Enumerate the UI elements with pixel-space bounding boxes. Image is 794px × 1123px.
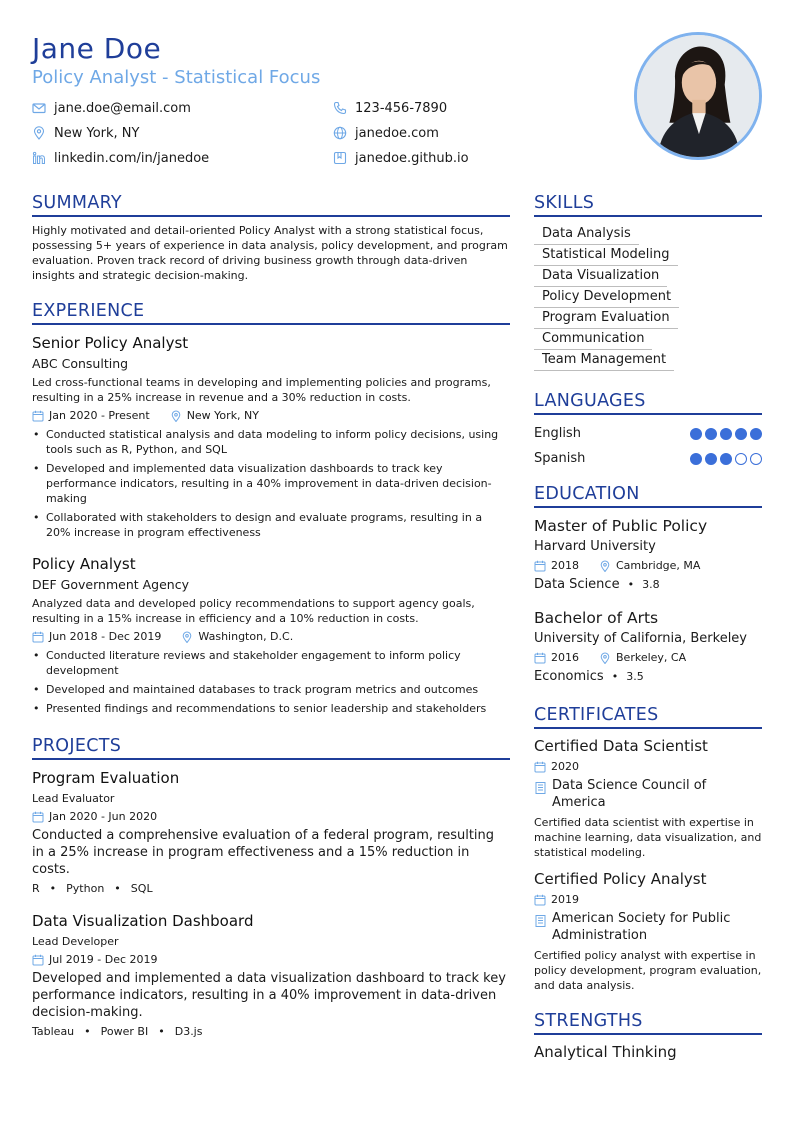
project-description: Conducted a comprehensive evaluation of a federal program, resulting in a 25% increase in program effectiveness and a 15% reduction in costs.: [32, 828, 495, 877]
calendar-icon: [534, 761, 546, 773]
right-column: [534, 193, 762, 1062]
level-dot-filled: [690, 453, 702, 465]
contact-linkedin[interactable]: [32, 148, 209, 168]
project-tag: Python: [66, 882, 105, 895]
degree-name: Master of Public Policy: [534, 517, 708, 535]
level-dot-filled: [690, 428, 702, 440]
experience-heading: EXPERIENCE: [32, 301, 510, 325]
contact-phone[interactable]: [333, 98, 447, 118]
contact-email[interactable]: [32, 98, 191, 118]
summary-text: Highly motivated and detail-oriented Policy Analyst with a strong statistical focus, possessing 5+ years of experience in data analysis, policy development, and program evaluation. Proven track record of driving business growth through data-driven insights and strategic decision-making.: [32, 224, 508, 282]
calendar-icon: [32, 631, 44, 643]
skill-tag: Policy Development: [534, 287, 679, 308]
job-meta: [32, 409, 510, 423]
institution-icon: [534, 781, 547, 795]
project-tag: Tableau: [32, 1025, 75, 1038]
education-heading: EDUCATION: [534, 484, 762, 508]
phone-icon: [333, 101, 347, 115]
project-tag: SQL: [130, 882, 153, 895]
project-entry: [32, 769, 510, 896]
certificate-meta: [534, 893, 762, 907]
project-role: Lead Developer: [32, 935, 119, 948]
contact-website[interactable]: [333, 123, 439, 143]
level-dot-empty: [735, 453, 747, 465]
certificate-year: 2020: [551, 760, 579, 773]
phone-text: 123-456-7890: [355, 100, 448, 116]
location-pin-icon: [599, 560, 611, 572]
language-name: Spanish: [534, 451, 586, 466]
project-meta: [32, 810, 510, 824]
education-field: Economics • 3.5: [534, 669, 644, 684]
certificate-issuer: [534, 910, 762, 944]
level-dot-filled: [705, 453, 717, 465]
skills-heading: SKILLS: [534, 193, 762, 217]
skill-tag: Program Evaluation: [534, 308, 678, 329]
projects-heading: PROJECTS: [32, 736, 510, 760]
calendar-icon: [534, 652, 546, 664]
project-dates: Jul 2019 - Dec 2019: [49, 953, 158, 966]
skills-list: [534, 224, 762, 371]
skill-tag: Data Analysis: [534, 224, 639, 245]
languages-list: [534, 421, 762, 471]
strengths-heading: STRENGTHS: [534, 1011, 762, 1035]
project-tag: Power BI: [100, 1025, 149, 1038]
level-dot-filled: [750, 428, 762, 440]
school-name: University of California, Berkeley: [534, 631, 747, 646]
bookmark-icon: [333, 151, 347, 165]
summary-heading: SUMMARY: [32, 193, 510, 217]
language-level-dots: [690, 428, 762, 440]
contact-location: [32, 123, 139, 143]
education-meta: [534, 559, 762, 573]
location-text: New York, NY: [54, 125, 140, 141]
left-column: [32, 193, 510, 1039]
certificates-heading: CERTIFICATES: [534, 705, 762, 729]
project-tags: R • Python • SQL: [32, 882, 153, 895]
candidate-name: Jane Doe: [32, 32, 162, 65]
email-icon: [32, 101, 46, 115]
issuer-name: Data Science Council of America: [552, 778, 707, 810]
contact-github[interactable]: [333, 148, 469, 168]
calendar-icon: [32, 410, 44, 422]
resume-header: [32, 32, 612, 178]
job-title: Senior Policy Analyst: [32, 334, 189, 352]
job-description: Analyzed data and developed policy recommendations to support agency goals, resulting in a 15% increase in efficiency and a 10% reduction in costs.: [32, 597, 475, 625]
project-description: Developed and implemented a data visualization dashboard to track key performance indicators, resulting in a 40% improvement in data-driven decision-making.: [32, 971, 506, 1020]
degree-name: Bachelor of Arts: [534, 609, 659, 627]
field-of-study: Data Science: [534, 577, 620, 592]
level-dot-filled: [705, 428, 717, 440]
company-name: ABC Consulting: [32, 356, 129, 371]
certificate-description: Certified policy analyst with expertise in policy development, program evaluation, and data analysis.: [534, 949, 762, 992]
job-description: Led cross-functional teams in developing and implementing policies and programs, resulting in a 25% increase in revenue and a 30% reduction in costs.: [32, 376, 491, 404]
bullet-item: • Collaborated with stakeholders to design and evaluate programs, resulting in a 20% increase in program effectiveness: [32, 510, 510, 540]
skill-tag: Team Management: [534, 350, 674, 371]
level-dot-empty: [750, 453, 762, 465]
globe-icon: [333, 126, 347, 140]
website-text: janedoe.com: [355, 125, 439, 141]
field-of-study: Economics: [534, 669, 604, 684]
contact-info: [32, 98, 612, 178]
calendar-icon: [32, 954, 44, 966]
level-dot-filled: [735, 428, 747, 440]
project-dates: Jan 2020 - Jun 2020: [49, 810, 158, 823]
linkedin-icon: [32, 151, 46, 165]
project-entry: [32, 912, 510, 1039]
language-row: [534, 421, 762, 446]
job-bullets: [32, 648, 510, 716]
job-bullets: [32, 427, 510, 540]
education-location: Berkeley, CA: [616, 651, 687, 664]
language-name: English: [534, 426, 581, 441]
location-pin-icon: [599, 652, 611, 664]
project-meta: [32, 953, 510, 967]
project-tag: D3.js: [174, 1025, 203, 1038]
calendar-icon: [32, 811, 44, 823]
level-dot-filled: [720, 428, 732, 440]
project-tag: R: [32, 882, 40, 895]
project-role: Lead Evaluator: [32, 792, 115, 805]
job-location: Washington, D.C.: [198, 630, 294, 643]
experience-entry: [32, 555, 510, 716]
languages-heading: LANGUAGES: [534, 391, 762, 415]
strength-item: Analytical Thinking: [534, 1043, 677, 1061]
education-entry: [534, 516, 762, 593]
issuer-name: American Society for Public Administration: [552, 911, 731, 943]
bullet-item: • Presented findings and recommendations to senior leadership and stakeholders: [32, 701, 510, 716]
job-location: New York, NY: [186, 409, 259, 422]
certificate-meta: [534, 760, 762, 774]
location-pin-icon: [170, 410, 182, 422]
bullet-item: • Developed and maintained databases to track program metrics and outcomes: [32, 682, 510, 697]
job-dates: Jan 2020 - Present: [49, 409, 150, 422]
job-dates: Jun 2018 - Dec 2019: [49, 630, 162, 643]
education-meta: [534, 651, 762, 665]
bullet-item: • Developed and implemented data visualization dashboards to track key performance indicators, resulting in a 40% improvement in data-driven decision-making: [32, 461, 510, 506]
certificate-entry: [534, 870, 762, 993]
email-text: jane.doe@email.com: [54, 100, 191, 116]
institution-icon: [534, 914, 547, 928]
location-pin-icon: [181, 631, 193, 643]
skill-tag: Data Visualization: [534, 266, 667, 287]
level-dot-filled: [720, 453, 732, 465]
calendar-icon: [534, 894, 546, 906]
skill-tag: Communication: [534, 329, 652, 350]
certificate-description: Certified data scientist with expertise in machine learning, data visualization, and statistical modeling.: [534, 816, 762, 859]
certificate-issuer: [534, 777, 762, 811]
bullet-item: • Conducted literature reviews and stakeholder engagement to inform policy development: [32, 648, 510, 678]
project-tags: Tableau • Power BI • D3.js: [32, 1025, 203, 1038]
project-title: Data Visualization Dashboard: [32, 912, 254, 930]
location-pin-icon: [32, 126, 46, 140]
gpa-value: 3.8: [642, 578, 660, 591]
education-year: 2018: [551, 559, 579, 572]
profile-photo: [634, 32, 762, 160]
company-name: DEF Government Agency: [32, 577, 189, 592]
linkedin-text: linkedin.com/in/janedoe: [54, 150, 210, 166]
language-row: [534, 446, 762, 471]
school-name: Harvard University: [534, 539, 656, 554]
skill-tag: Statistical Modeling: [534, 245, 678, 266]
gpa-value: 3.5: [626, 670, 644, 683]
language-level-dots: [690, 453, 762, 465]
project-title: Program Evaluation: [32, 769, 180, 787]
avatar-portrait: [637, 35, 759, 157]
bullet-item: • Conducted statistical analysis and data modeling to inform policy decisions, using tools such as R, Python, and SQL: [32, 427, 510, 457]
candidate-title: Policy Analyst - Statistical Focus: [32, 67, 321, 88]
job-title: Policy Analyst: [32, 555, 136, 573]
github-text: janedoe.github.io: [355, 150, 469, 166]
certificate-year: 2019: [551, 893, 579, 906]
education-location: Cambridge, MA: [616, 559, 701, 572]
certificate-entry: [534, 737, 762, 860]
certificate-name: Certified Policy Analyst: [534, 870, 707, 888]
education-year: 2016: [551, 651, 579, 664]
certificate-name: Certified Data Scientist: [534, 737, 708, 755]
job-meta: [32, 630, 510, 644]
education-entry: [534, 608, 762, 685]
experience-entry: [32, 334, 510, 540]
education-field: Data Science • 3.8: [534, 577, 660, 592]
calendar-icon: [534, 560, 546, 572]
